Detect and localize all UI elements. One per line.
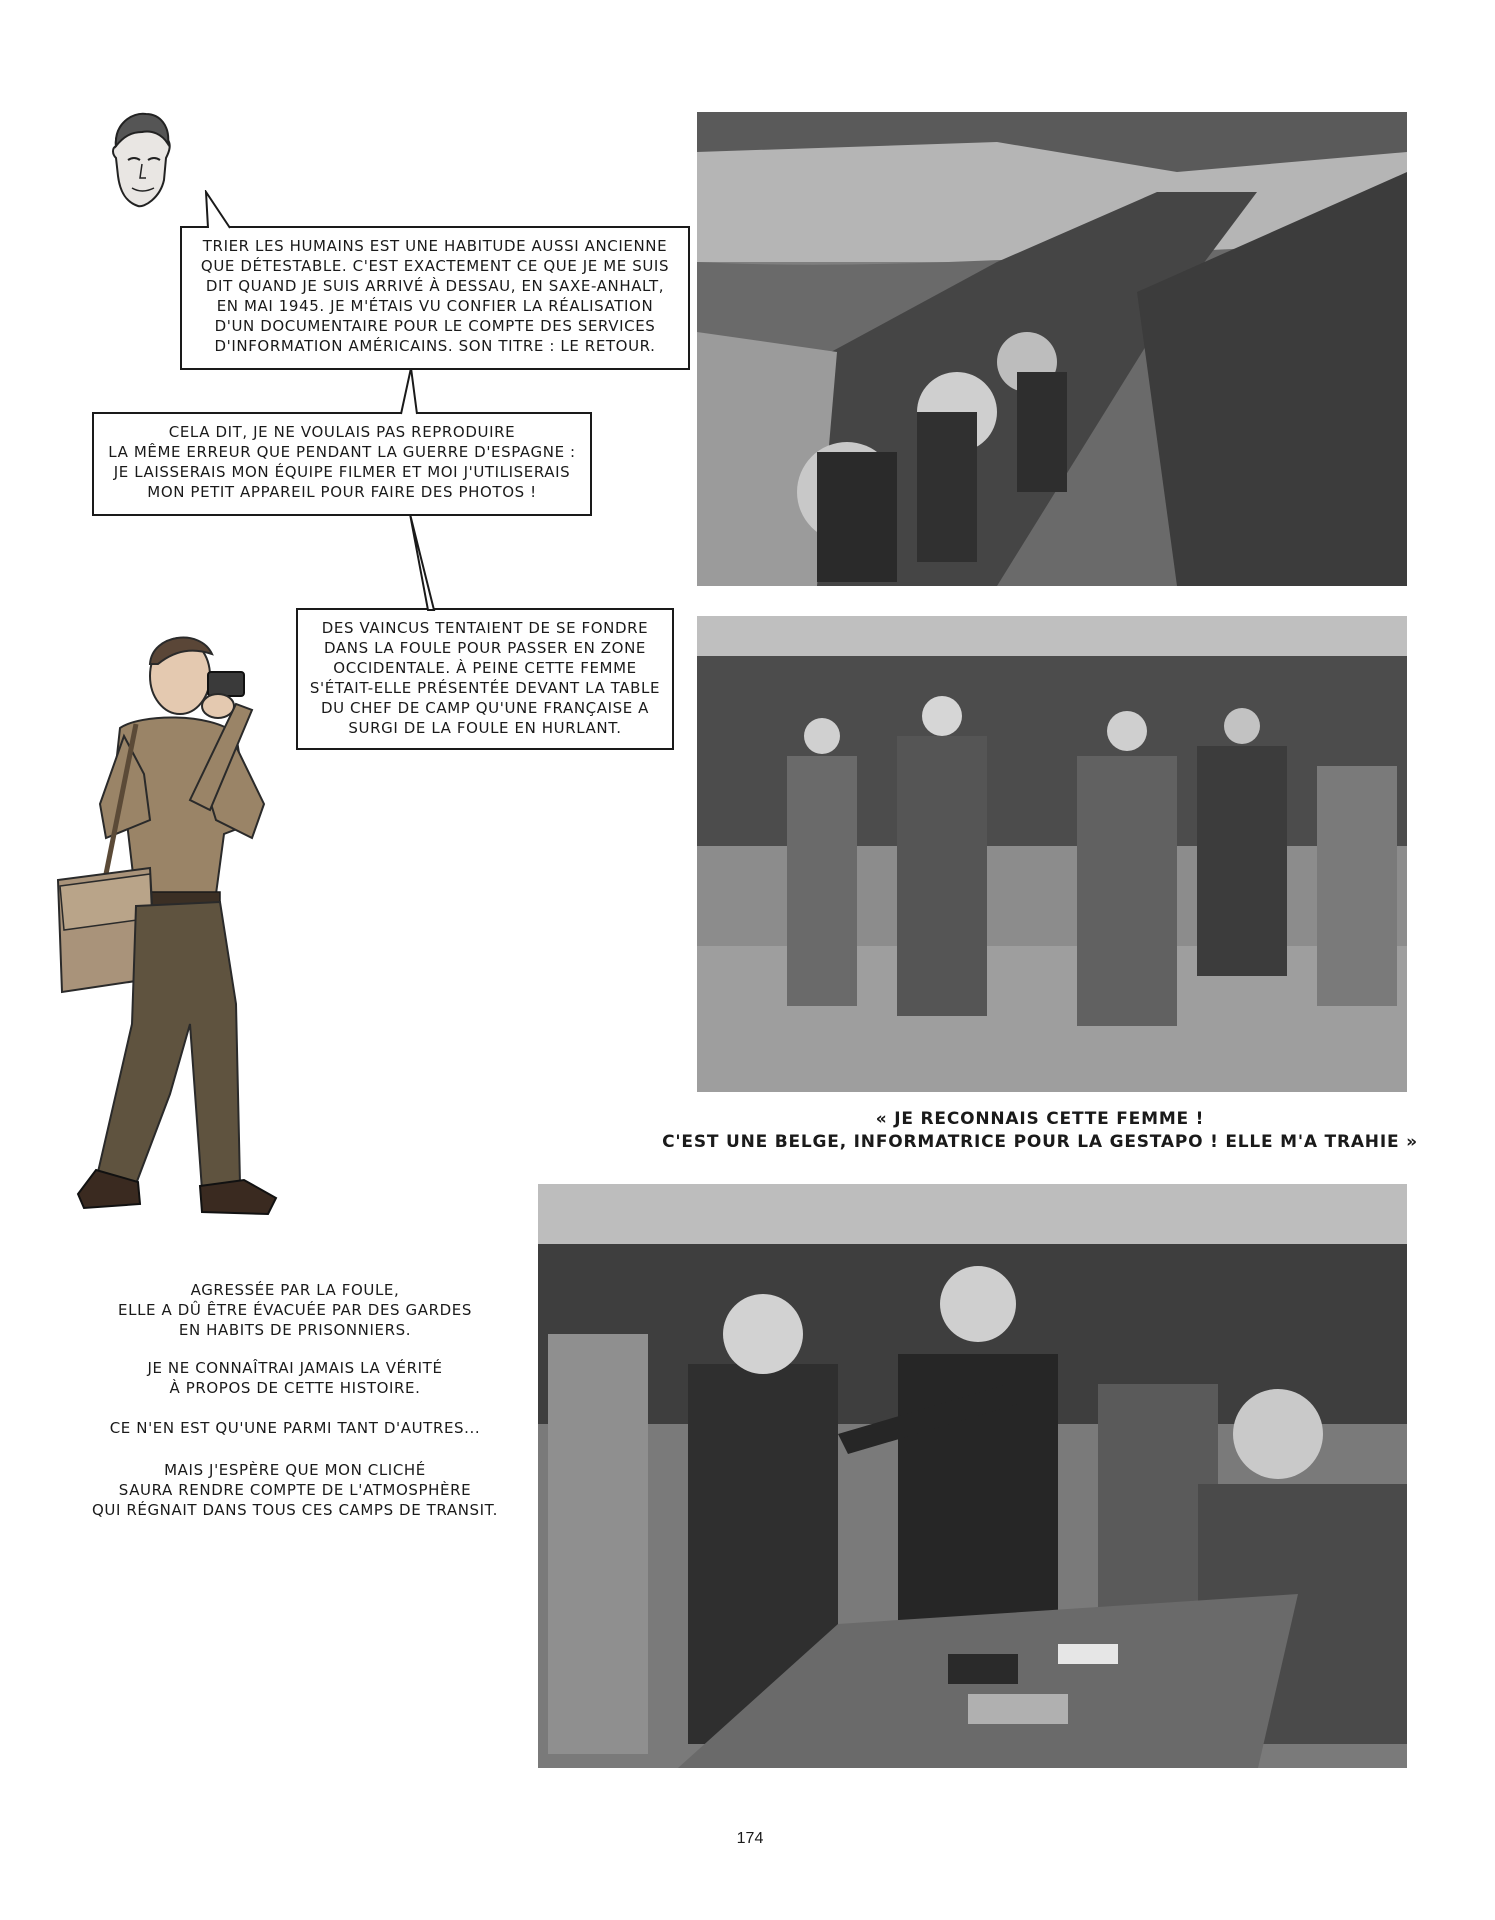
photo-camp-lineup (697, 616, 1407, 1092)
caption-1-tail (200, 190, 240, 230)
quote-line: « JE RECONNAIS CETTE FEMME ! (875, 1109, 1205, 1129)
narration-line: À PROPOS DE CETTE HISTOIRE. (169, 1379, 421, 1397)
narrator-portrait (102, 106, 182, 214)
narration-paragraph (60, 1358, 530, 1398)
caption-box-1 (180, 226, 690, 370)
caption-line: SURGI DE LA FOULE EN HURLANT. (348, 719, 622, 737)
narration-line: CE N'EN EST QU'UNE PARMI TANT D'AUTRES... (109, 1419, 481, 1437)
narration-line: AGRESSÉE PAR LA FOULE, (190, 1281, 400, 1299)
caption-line: CELA DIT, JE NE VOULAIS PAS REPRODUIRE (168, 423, 516, 441)
caption-line: MON PETIT APPAREIL POUR FAIRE DES PHOTOS ! (147, 483, 537, 501)
caption-line: TRIER LES HUMAINS EST UNE HABITUDE AUSSI ANCIENNE (202, 237, 668, 255)
caption-line: S'ÉTAIT-ELLE PRÉSENTÉE DEVANT LA TABLE (309, 679, 661, 697)
caption-line: DU CHEF DE CAMP QU'UNE FRANÇAISE A (320, 699, 650, 717)
narration-paragraph (60, 1460, 530, 1520)
caption-box-3 (296, 608, 674, 750)
photo-confrontation (538, 1184, 1407, 1768)
narration-line: ELLE A DÛ ÊTRE ÉVACUÉE PAR DES GARDES (118, 1301, 472, 1319)
caption-line: LA MÊME ERREUR QUE PENDANT LA GUERRE D'ESPAGNE : (108, 443, 576, 461)
photo-river-crossing (697, 112, 1407, 586)
caption-line: D'UN DOCUMENTAIRE POUR LE COMPTE DES SERVICES (214, 317, 656, 335)
caption-line: JE LAISSERAIS MON ÉQUIPE FILMER ET MOI J'UTILISERAIS (113, 463, 571, 481)
caption-line: DANS LA FOULE POUR PASSER EN ZONE (324, 639, 646, 657)
narration-line: JE NE CONNAÎTRAI JAMAIS LA VÉRITÉ (147, 1359, 443, 1377)
caption-3-tail (400, 514, 440, 612)
caption-line: EN MAI 1945. JE M'ÉTAIS VU CONFIER LA RÉALISATION (216, 297, 654, 315)
caption-2-tail (395, 368, 425, 416)
caption-box-2 (92, 412, 592, 516)
narration-paragraph (60, 1418, 530, 1438)
photographer-illustration (40, 624, 280, 1224)
narration-line: EN HABITS DE PRISONNIERS. (178, 1321, 412, 1339)
caption-line: QUE DÉTESTABLE. C'EST EXACTEMENT CE QUE JE ME SUIS (200, 257, 670, 275)
narration-block (60, 1280, 530, 1520)
caption-line: D'INFORMATION AMÉRICAINS. SON TITRE : LE RETOUR. (214, 337, 656, 355)
caption-line: DIT QUAND JE SUIS ARRIVÉ À DESSAU, EN SAXE-ANHALT, (205, 277, 665, 295)
caption-line: DES VAINCUS TENTAIENT DE SE FONDRE (321, 619, 649, 637)
page-number: 174 (736, 1830, 764, 1847)
quote-text (660, 1108, 1420, 1154)
narration-line: MAIS J'ESPÈRE QUE MON CLICHÉ (164, 1461, 426, 1479)
narration-line: QUI RÉGNAIT DANS TOUS CES CAMPS DE TRANSIT. (91, 1501, 499, 1519)
narration-line: SAURA RENDRE COMPTE DE L'ATMOSPHÈRE (118, 1481, 472, 1499)
quote-line: C'EST UNE BELGE, INFORMATRICE POUR LA GESTAPO ! ELLE M'A TRAHIE » (662, 1132, 1418, 1152)
narration-paragraph (60, 1280, 530, 1340)
caption-line: OCCIDENTALE. À PEINE CETTE FEMME (333, 659, 637, 677)
